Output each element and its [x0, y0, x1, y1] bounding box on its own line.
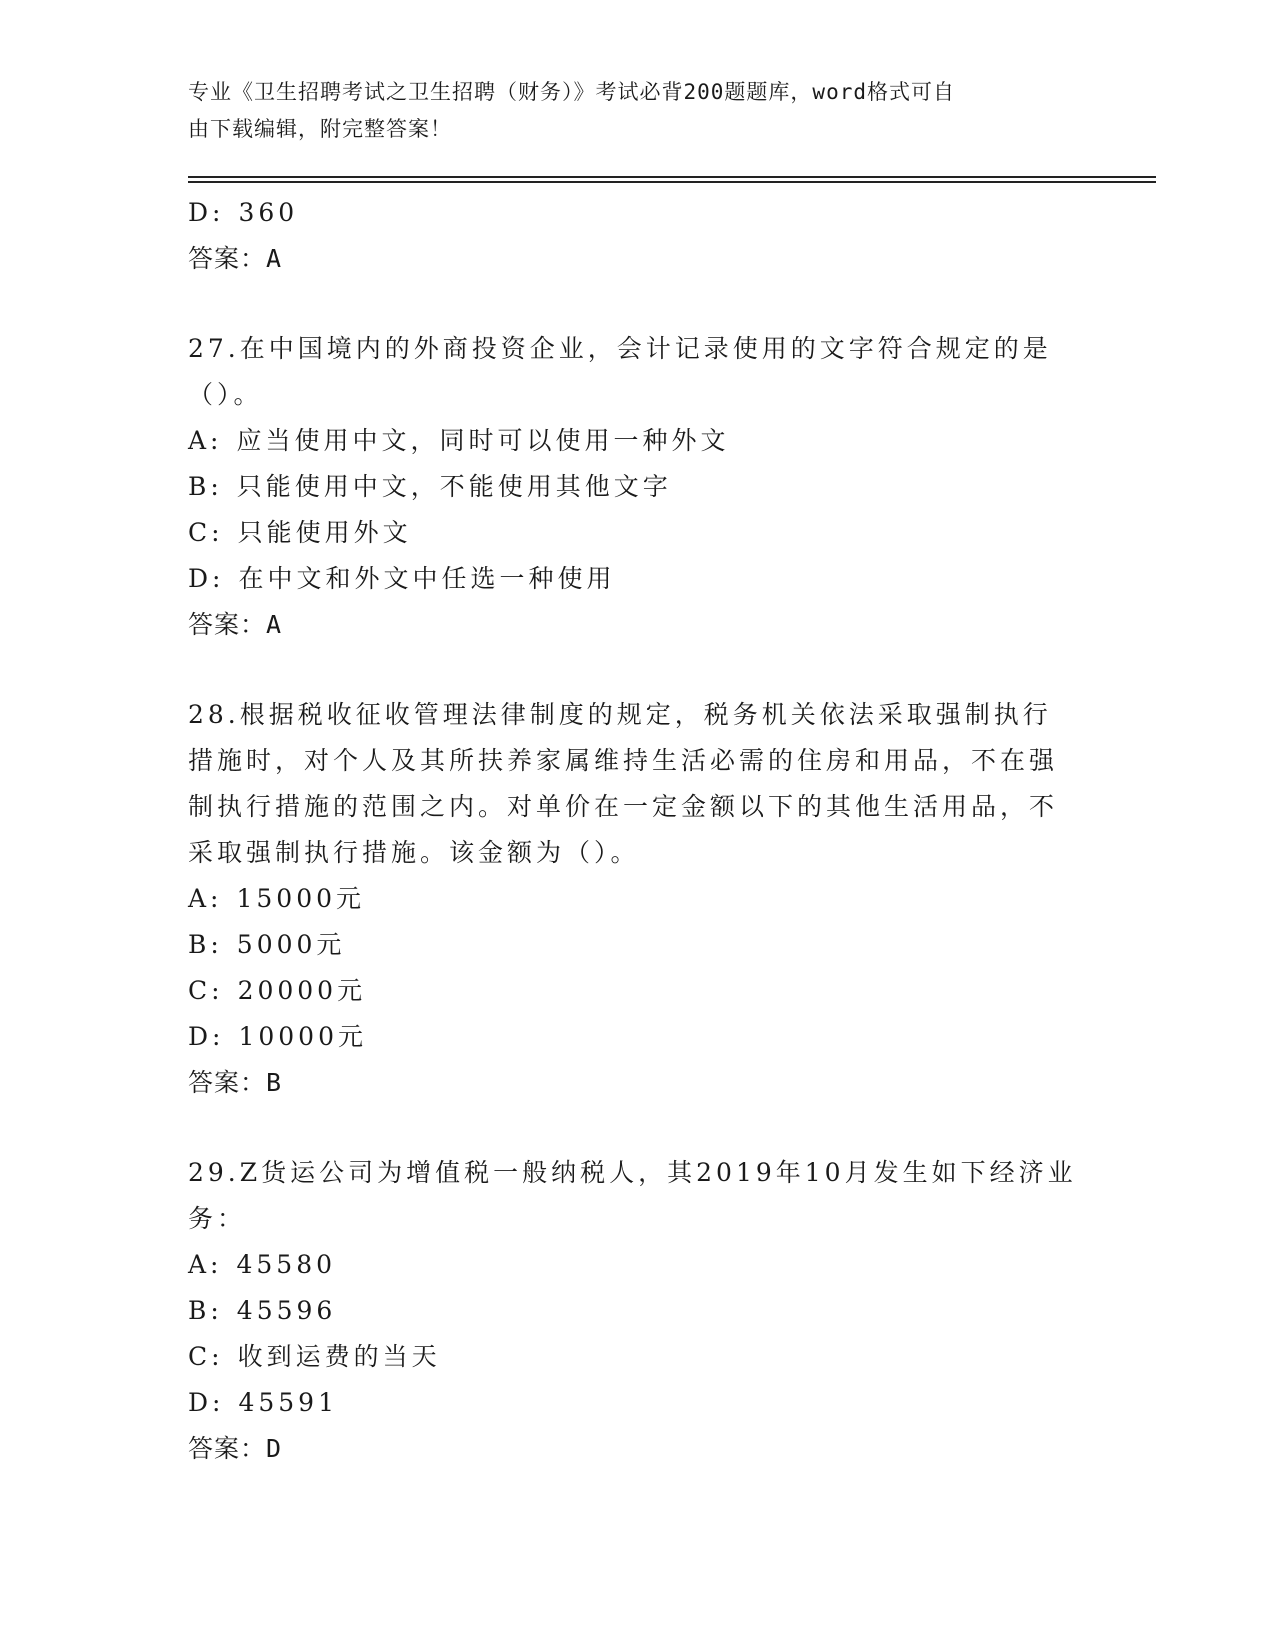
option-d: D: 10000元: [188, 1022, 367, 1051]
answer-line: 答案：D: [188, 1434, 283, 1463]
option-a: A: 应当使用中文，同时可以使用一种外文: [188, 426, 730, 455]
page-header: [188, 74, 1068, 148]
question-28: [188, 692, 1088, 1106]
option-a: A: 15000元: [188, 884, 366, 913]
prev-question-tail: [188, 190, 1088, 282]
question-list: [188, 190, 1088, 1472]
option-d: D: 在中文和外文中任选一种使用: [188, 564, 616, 593]
option-b: B: 45596: [188, 1296, 337, 1325]
question-text: 27.在中国境内的外商投资企业，会计记录使用的文字符合规定的是（）。: [188, 334, 1052, 409]
option-b: B: 只能使用中文，不能使用其他文字: [188, 472, 672, 501]
header-title-line-2: 由下载编辑，附完整答案！: [188, 117, 452, 141]
question-text: 29.Z货运公司为增值税一般纳税人，其2019年10月发生如下经济业务：: [188, 1158, 1077, 1233]
option-a: A: 45580: [188, 1250, 337, 1279]
option-c: C: 收到运费的当天: [188, 1342, 441, 1371]
question-27: [188, 326, 1088, 648]
answer-line: 答案：B: [188, 1068, 283, 1097]
question-text: 28.根据税收征收管理法律制度的规定，税务机关依法采取强制执行措施时，对个人及其所扶养家属维持生活必需的住房和用品，不在强制执行措施的范围之内。对单价在一定金额以下的其他生活用品，不采取强制执行措施。该金额为（）。: [188, 700, 1059, 867]
option-b: B: 5000元: [188, 930, 346, 959]
answer-line: 答案：A: [188, 244, 283, 273]
answer-line: 答案：A: [188, 610, 283, 639]
option-c: C: 只能使用外文: [188, 518, 412, 547]
header-divider-top: [188, 176, 1156, 178]
question-29: [188, 1150, 1088, 1472]
option-d: D: 360: [188, 198, 299, 227]
header-divider-bottom: [188, 181, 1156, 183]
option-c: C: 20000元: [188, 976, 367, 1005]
option-d: D: 45591: [188, 1388, 338, 1417]
header-title-line-1: 专业《卫生招聘考试之卫生招聘（财务）》考试必背200题题库，word格式可自: [188, 80, 955, 104]
